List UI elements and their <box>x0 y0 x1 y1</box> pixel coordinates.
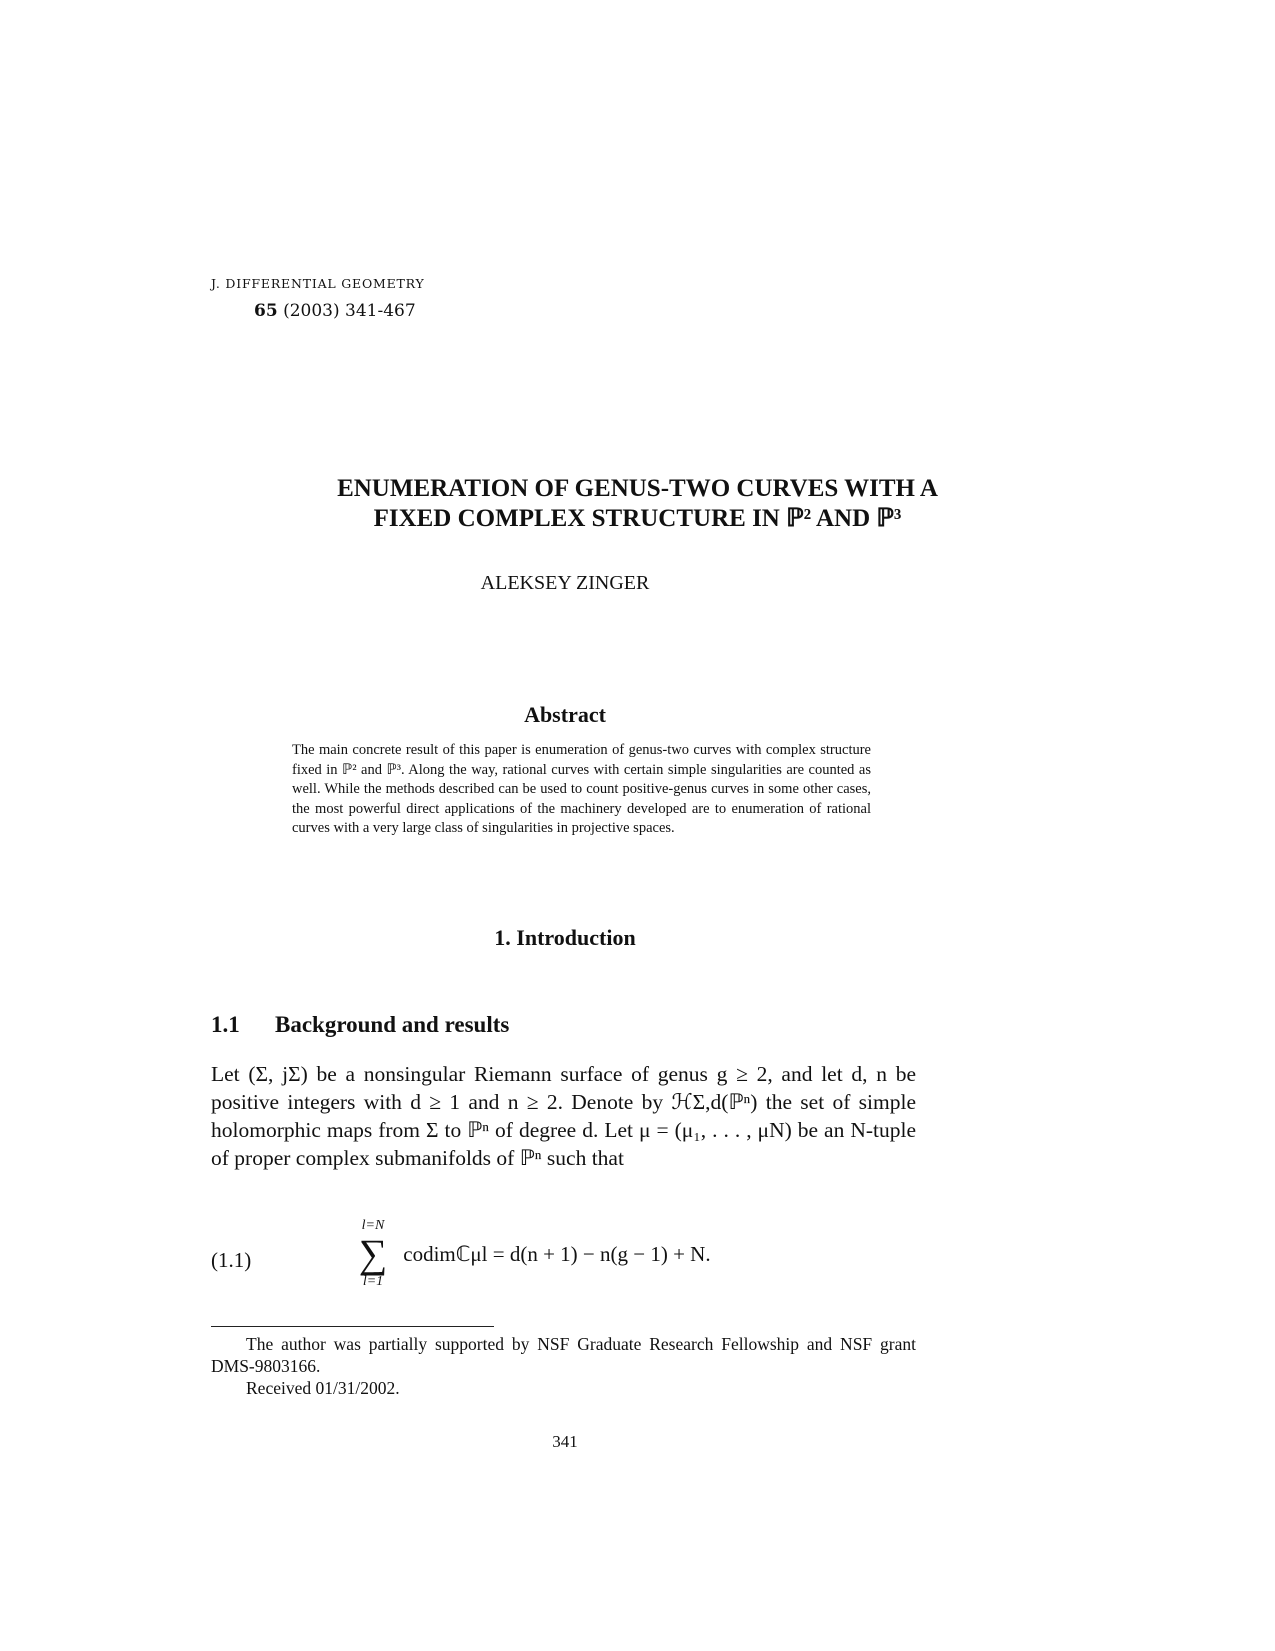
equation-expression: codimℂμl = d(n + 1) − n(g − 1) + N. <box>403 1241 711 1266</box>
footnote-received: Received 01/31/2002. <box>246 1378 400 1398</box>
subsection-number: 1.1 <box>211 1012 240 1037</box>
section-heading: 1. Introduction <box>494 925 636 950</box>
author-name: ALEKSEY ZINGER <box>480 572 650 594</box>
equation <box>352 1218 711 1290</box>
abstract-heading: Abstract <box>524 702 606 727</box>
page-number: 341 <box>552 1432 578 1451</box>
title-line-2: FIXED COMPLEX STRUCTURE IN ℙ² AND ℙ³ <box>373 505 902 532</box>
subsection-heading <box>211 1012 509 1038</box>
year-pages: (2003) 341-467 <box>283 301 416 321</box>
paper-title <box>150 474 1125 534</box>
equation-label: (1.1) <box>211 1248 252 1272</box>
summation <box>352 1218 394 1290</box>
sum-upper-limit: l=N <box>361 1218 385 1233</box>
title-line-1: ENUMERATION OF GENUS-TWO CURVES WITH A <box>337 475 938 502</box>
volume-number: 65 <box>254 301 278 321</box>
sum-symbol: ∑ <box>358 1231 388 1276</box>
footnote-support: The author was partially supported by NSF Graduate Research Fellowship and NSF grant DMS-9803166. <box>211 1334 916 1376</box>
sum-lower-limit: l=1 <box>362 1274 384 1289</box>
footnote-rule <box>211 1326 494 1327</box>
body-paragraph: Let (Σ, jΣ) be a nonsingular Riemann surface of genus g ≥ 2, and let d, n be positive integers with d ≥ 1 and n ≥ 2. Denote by ℋΣ,d(ℙⁿ) the set of simple holomorphic maps from Σ to ℙⁿ of degree d. Let μ = (μ₁, . . . , μN) be an N-tuple of proper complex submanifolds of ℙⁿ such that <box>211 1062 916 1170</box>
subsection-title: Background and results <box>275 1012 510 1037</box>
volume-info <box>254 301 416 321</box>
journal-name: J. DIFFERENTIAL GEOMETRY <box>211 276 425 291</box>
abstract-text: The main concrete result of this paper is enumeration of genus-two curves with complex structure fixed in ℙ² and ℙ³. Along the way, rational curves with certain simple singularities are counted as well. While the methods described can be used to count positive-genus curves in some other cases, the most powerful direct applications of the machinery developed are to enumeration of rational curves with a very large class of singularities in projective spaces. <box>292 742 871 836</box>
footnotes <box>211 1333 916 1399</box>
